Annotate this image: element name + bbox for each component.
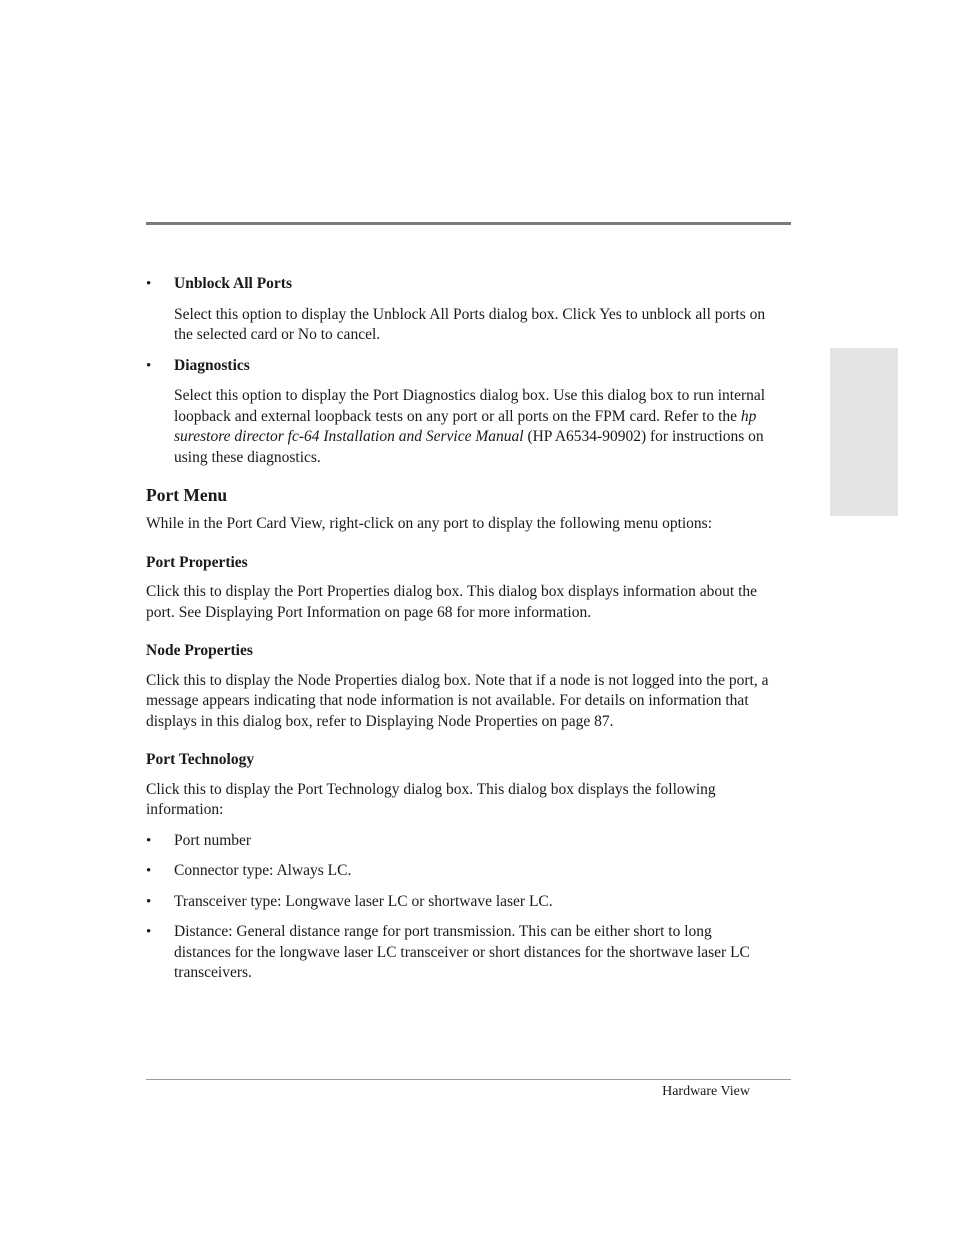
subsection-text: Click this to display the Node Properties dialog box. Note that if a node is not logged into the port, a message appears indicating that node information is not available. For details on information that displays in this dialog box, refer to Displaying Node Properties on page 87.	[146, 671, 769, 730]
description-text: (HP A6534-90902) for instructions on using these diagnostics.	[174, 428, 764, 466]
section-intro: While in the Port Card View, right-click on any port to display the following menu options:	[146, 515, 713, 532]
option-label: Diagnostics	[174, 356, 250, 374]
description-text: Select this option to display the Port Diagnostics dialog box. Use this dialog box to run internal loopback and external loopback tests on any port or all ports on the FPM card. Refer to the	[174, 387, 766, 425]
footer-rule	[146, 1079, 791, 1080]
subsection-text: Click this to display the Port Properties dialog box. This dialog box displays information about the port. See Displaying Port Information on page 68 for more information.	[146, 583, 758, 621]
subsection-heading: Port Properties	[146, 553, 248, 571]
list-item-text: Transceiver type: Longwave laser LC or shortwave laser LC.	[174, 892, 553, 910]
option-description	[146, 386, 771, 468]
list-item	[146, 892, 771, 913]
list-item	[146, 922, 771, 984]
list-item-text: Connector type: Always LC.	[174, 862, 352, 879]
list-item-text: Port number	[174, 831, 252, 849]
bullet-icon: •	[146, 357, 152, 374]
chapter-side-tab	[830, 348, 898, 516]
manual-title: hp surestore director fc-64 Installation and Service Manual	[174, 407, 757, 445]
list-item	[146, 861, 771, 882]
section-heading: Port Menu	[146, 485, 228, 505]
list-item	[146, 831, 771, 852]
bullet-icon: •	[146, 893, 152, 910]
list-item-unblock-all-ports	[146, 274, 771, 295]
subsection-heading: Port Technology	[146, 751, 255, 768]
list-item-diagnostics	[146, 356, 771, 377]
bullet-icon: •	[146, 276, 152, 292]
page-content	[146, 274, 771, 984]
option-label: Unblock All Ports	[174, 275, 292, 292]
list-item-text: Distance: General distance range for port transmission. This can be either short to long distances for the longwave laser LC transceiver or short distances for the shortwave laser LC transceivers.	[174, 923, 750, 981]
bullet-icon: •	[146, 832, 152, 849]
subsection-heading: Node Properties	[146, 642, 253, 659]
footer-section-title: Hardware View	[662, 1084, 750, 1099]
header-rule	[146, 222, 791, 225]
subsection-text: Click this to display the Port Technology dialog box. This dialog box displays the following information:	[146, 780, 716, 818]
bullet-icon: •	[146, 863, 152, 879]
bullet-icon: •	[146, 924, 152, 940]
option-description: Select this option to display the Unblock All Ports dialog box. Click Yes to unblock all ports on the selected card or No to cancel.	[174, 305, 766, 343]
